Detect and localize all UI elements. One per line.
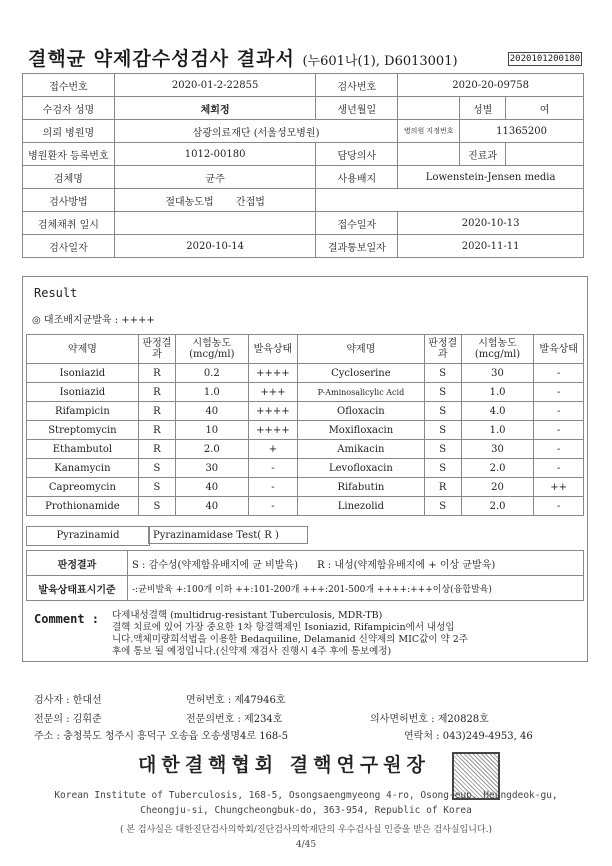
col-header-growth: 발육상태 [534, 335, 584, 364]
cell-drug-name: Moxifloxacin [298, 421, 424, 440]
doctor-value [398, 143, 460, 166]
doc-number: 2020101200180 [509, 54, 581, 64]
cell-concentration: 0.2 [176, 364, 248, 383]
hospital-code-label: 병의원 지정번호 [398, 120, 460, 143]
cell-judgement: R [138, 402, 175, 421]
col-header-concentration: 시험농도(mcg/ml) [461, 335, 533, 364]
report-date-label: 결과통보일자 [316, 235, 398, 258]
recv-date-label: 접수일자 [316, 212, 398, 235]
cell-growth: - [534, 402, 584, 421]
col-header-drug-name: 약제명 [27, 335, 139, 364]
cell-drug-name: Isoniazid [27, 364, 139, 383]
cell-growth: - [534, 440, 584, 459]
cell-judgement: S [424, 497, 461, 516]
cell-concentration: 30 [461, 364, 533, 383]
address-value: 충청북도 청주시 흥덕구 오송읍 오송생명4로 168-5 [63, 731, 289, 742]
cell-judgement: R [424, 478, 461, 497]
license-label: 면허번호 : [186, 695, 232, 706]
title-text: 결핵균 약제감수성검사 결과서 [28, 48, 295, 70]
test-date-label: 검사일자 [23, 235, 115, 258]
cell-growth: ++++ [248, 364, 298, 383]
address-label: 주소 : [34, 731, 60, 742]
cell-concentration: 1.0 [176, 383, 248, 402]
judge-criteria [128, 551, 584, 576]
cell-drug-name: Ofloxacin [298, 402, 424, 421]
method-2: 간접법 [235, 196, 265, 208]
cell-drug-name: Streptomycin [27, 421, 139, 440]
cell-drug-name: Rifabutin [298, 478, 424, 497]
specialist [34, 710, 102, 725]
cell-concentration: 30 [461, 440, 533, 459]
page-title [28, 44, 458, 71]
comment-line: 후에 통보 될 예정입니다.(신약제 재검사 진행시 4주 후에 통보예정) [112, 646, 392, 657]
growth-label: ◎ 대조배지균발육 : [32, 315, 119, 326]
cell-judgement: S [424, 421, 461, 440]
cell-growth: - [248, 478, 298, 497]
growth-std-text: -:균비발육 +:100개 이하 ++:101-200개 +++:201-500개 ++++:+++이상(융합발육) [128, 576, 584, 601]
cell-judgement: S [138, 497, 175, 516]
license [186, 691, 286, 706]
specialist-name: 김휘준 [72, 714, 102, 725]
doc-license [370, 710, 489, 725]
cell-drug-name: Ethambutol [27, 440, 139, 459]
cell-concentration: 20 [461, 478, 533, 497]
specimen-value: 균주 [114, 166, 316, 189]
col-header-growth: 발육상태 [248, 335, 298, 364]
table-row [27, 497, 584, 516]
cell-concentration: 40 [176, 497, 248, 516]
reg-no-label: 병원환자 등록번호 [23, 143, 115, 166]
cell-drug-name: Isoniazid [27, 383, 139, 402]
receipt-no: 2020-01-2-22855 [114, 74, 316, 97]
receipt-no-label: 접수번호 [23, 74, 115, 97]
cell-concentration: 10 [176, 421, 248, 440]
comment-line: 결핵 치료에 있어 가장 중요한 1차 항결핵제인 Isoniazid, Rifampicin에서 내성입 [112, 622, 455, 633]
cell-concentration: 2.0 [176, 440, 248, 459]
dept-label: 진료과 [460, 143, 506, 166]
cell-concentration: 1.0 [461, 421, 533, 440]
cell-growth: - [248, 459, 298, 478]
hospital-name: 삼광의료재단 (서울성모병원) [114, 120, 397, 143]
cell-concentration: 1.0 [461, 383, 533, 402]
comment-line: 니다.액체미량희석법을 이용한 Bedaquiline, Delamanid 신약제의 MIC값이 약 2주 [112, 634, 468, 645]
tester [34, 691, 102, 706]
cell-judgement: S [138, 459, 175, 478]
test-no: 2020-20-09758 [398, 74, 584, 97]
specialist-label: 전문의 : [34, 714, 70, 725]
judge-s: S : 감수성(약제함유배지에 균 비발육) [132, 559, 298, 571]
cell-drug-name: Prothionamide [27, 497, 139, 516]
result-heading: Result [34, 286, 78, 300]
page-number: 4/45 [295, 840, 317, 850]
comment-text [112, 610, 578, 658]
patient-info-table [22, 73, 584, 258]
patient-label: 수검자 성명 [23, 97, 115, 120]
comment-label: Comment : [34, 612, 100, 626]
pza-label: Pyrazinamid [26, 526, 150, 546]
tester-name: 한대선 [72, 695, 102, 706]
org-name-korean: 대한결핵협회 결핵연구원장 [138, 754, 430, 776]
cell-growth: - [534, 459, 584, 478]
cell-drug-name: Cycloserine [298, 364, 424, 383]
address [34, 727, 288, 742]
cell-growth: ++++ [248, 421, 298, 440]
medium-value: Lowenstein-Jensen media [398, 166, 584, 189]
cell-judgement: R [138, 364, 175, 383]
spec-no: 제234호 [244, 714, 283, 725]
growth-value: ++++ [121, 315, 155, 326]
cell-drug-name: Capreomycin [27, 478, 139, 497]
cell-drug-name: Levofloxacin [298, 459, 424, 478]
birth-value [398, 97, 460, 120]
dept-value [506, 143, 584, 166]
cell-growth: + [248, 440, 298, 459]
cell-judgement: S [424, 459, 461, 478]
cell-concentration: 2.0 [461, 459, 533, 478]
legend-table [26, 550, 584, 601]
cell-concentration: 40 [176, 478, 248, 497]
cell-concentration: 2.0 [461, 497, 533, 516]
spec-no-label: 전문의번호 : [186, 714, 241, 725]
cell-growth: - [534, 383, 584, 402]
contact [404, 727, 533, 742]
cell-judgement: R [138, 421, 175, 440]
method-label: 검사방법 [23, 189, 115, 212]
cell-judgement: R [138, 440, 175, 459]
test-date: 2020-10-14 [114, 235, 316, 258]
patient-name: 체회정 [114, 97, 316, 120]
control-growth [32, 311, 155, 326]
cell-judgement: S [424, 440, 461, 459]
test-no-label: 검사번호 [316, 74, 398, 97]
recv-date: 2020-10-13 [398, 212, 584, 235]
org-address-en-2: Cheongju-si, Chungcheongbuk-do, 363-954, Republic of Korea [140, 805, 472, 816]
doc-license-label: 의사면허번호 : [370, 714, 435, 725]
reg-no: 1012-00180 [114, 143, 316, 166]
table-row [27, 364, 584, 383]
cell-judgement: S [424, 402, 461, 421]
tester-label: 검사자 : [34, 695, 70, 706]
growth-std-label: 발육상태표시기준 [27, 576, 128, 601]
report-date: 2020-11-11 [398, 235, 584, 258]
sex-value: 여 [506, 97, 584, 120]
cell-judgement: R [138, 383, 175, 402]
cell-concentration: 4.0 [461, 402, 533, 421]
col-header-judgement: 판정결과 [138, 335, 175, 364]
table-row [27, 478, 584, 497]
judge-r: R : 내성(약제함유배지에 + 이상 균발육) [317, 559, 496, 571]
sex-label: 성별 [460, 97, 506, 120]
cell-growth: - [534, 421, 584, 440]
cell-growth: ++ [534, 478, 584, 497]
cell-growth: +++ [248, 383, 298, 402]
cell-growth: - [534, 497, 584, 516]
cell-drug-name: Rifampicin [27, 402, 139, 421]
specialist-no [186, 710, 282, 725]
contact-label: 연락처 : [404, 731, 440, 742]
org-address-en-1: Korean Institute of Tuberculosis, 168-5, Osongsaengmyeong 4-ro, Osong-eup, Heungdeok-gu, [54, 790, 558, 801]
license-no: 제47946호 [234, 695, 286, 706]
drug-table-header [27, 335, 584, 364]
col-header-concentration: 시험농도(mcg/ml) [176, 335, 248, 364]
table-row [27, 383, 584, 402]
hospital-code: 11365200 [460, 120, 584, 143]
cell-drug-name: P-Aminosalicylic Acid [298, 383, 424, 402]
cell-concentration: 40 [176, 402, 248, 421]
title-subtitle: (누601나(1), D6013001) [302, 54, 458, 69]
collect-label: 검체채취 일시 [23, 212, 115, 235]
collect-value [114, 212, 316, 235]
cell-drug-name: Linezolid [298, 497, 424, 516]
table-row [27, 459, 584, 478]
cell-drug-name: Kanamycin [27, 459, 139, 478]
hospital-label: 의뢰 병원명 [23, 120, 115, 143]
cell-judgement: S [424, 383, 461, 402]
doctor-label: 담당의사 [316, 143, 398, 166]
cell-judgement: S [138, 478, 175, 497]
drug-table [26, 334, 584, 516]
cell-concentration: 30 [176, 459, 248, 478]
comment-line: 다제내성결핵 (multidrug-resistant Tuberculosis, MDR-TB) [112, 610, 383, 621]
birth-label: 생년월일 [316, 97, 398, 120]
doc-license-no: 제20828호 [437, 714, 489, 725]
certification-note: ( 본 검사실은 대한진단검사의학회/진단검사의학재단의 우수검사실 인증을 받은 검사실입니다.) [119, 825, 492, 835]
cell-judgement: S [424, 364, 461, 383]
table-row [27, 421, 584, 440]
medium-label: 사용배지 [316, 166, 398, 189]
col-header-judgement: 판정결과 [424, 335, 461, 364]
pza-value: Pyrazinamidase Test( R ) [148, 526, 308, 544]
method-1: 절대농도법 [165, 196, 214, 208]
col-header-drug-name: 약제명 [298, 335, 424, 364]
specimen-label: 검체명 [23, 166, 115, 189]
judge-label: 판정결과 [27, 551, 128, 576]
method-value [114, 189, 316, 212]
table-row [27, 402, 584, 421]
cell-growth: - [248, 497, 298, 516]
method-blank [316, 189, 584, 212]
cell-drug-name: Amikacin [298, 440, 424, 459]
table-row [27, 440, 584, 459]
cell-growth: ++++ [248, 402, 298, 421]
cell-growth: - [534, 364, 584, 383]
contact-value: 043)249-4953, 46 [442, 731, 533, 742]
